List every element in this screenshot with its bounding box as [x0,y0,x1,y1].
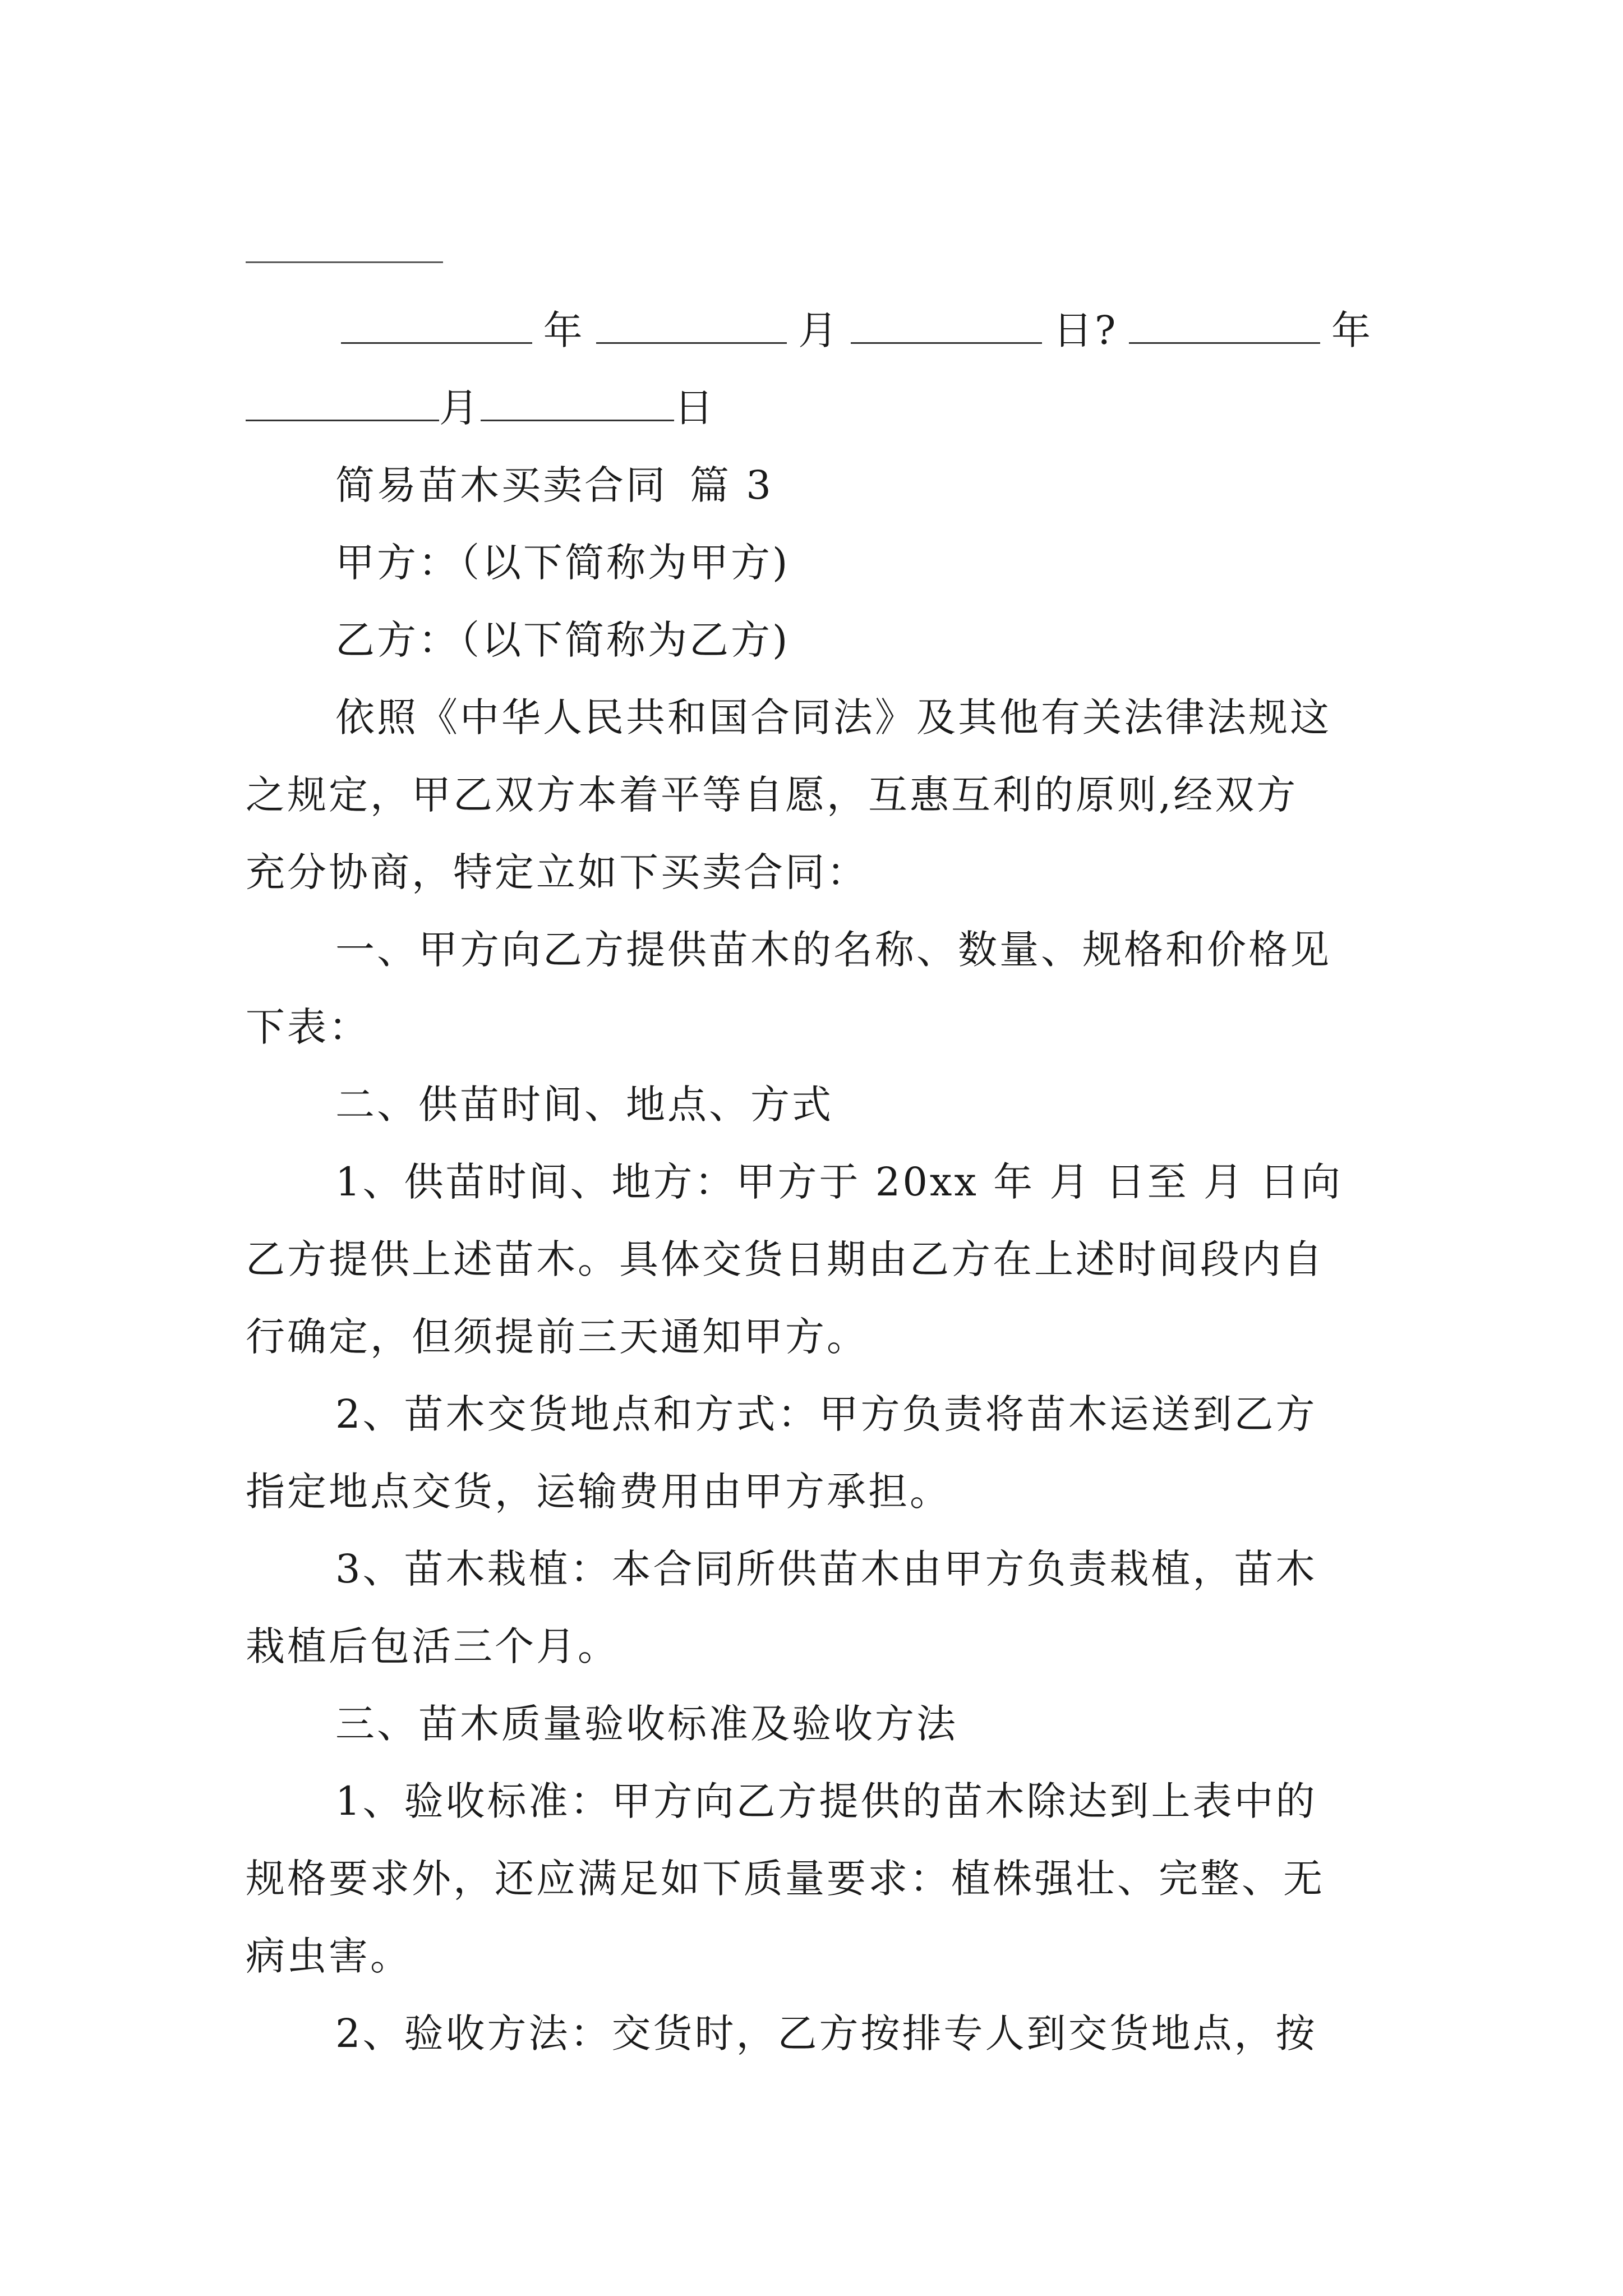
text-line: 指定地点交货，运输费用由甲方承担。 [246,1469,951,1515]
text-line: 病虫害。 [246,1933,412,1979]
contract-title-section: 篇 3 [690,462,773,508]
blank-field [851,307,1042,344]
contract-title-name: 简易苗木买卖合同 [335,462,667,508]
text-line: 三、苗木质量验收标准及验收方法 [335,1701,958,1747]
month-label: 月 [439,385,481,431]
text-line: 规格要求外，还应满足如下质量要求：植株强壮、完整、无 [246,1856,1325,1902]
text-line: 乙方提供上述苗木。具体交货日期由乙方在上述时间段内自 [246,1236,1325,1282]
text-line: 充分协商，特定立如下买卖合同： [246,849,868,895]
month-label: 月 [798,307,840,353]
contract-title [246,447,1384,524]
year-label: 年 [1331,307,1373,353]
party-a-line: 甲方：（以下简称为甲方) [335,540,790,586]
text-line: 一、甲方向乙方提供苗木的名称、数量、规格和价格见 [335,927,1331,973]
text-line: 3、苗木栽植：本合同所供苗木由甲方负责栽植，苗木 [335,1546,1317,1592]
text-line: 栽植后包活三个月。 [246,1623,619,1669]
blank-field [596,307,787,344]
document-body [246,292,1384,2072]
blank-field [246,385,439,421]
date-line-2 [246,369,1384,447]
text-line: 1、供苗时间、地方：甲方于 20xx 年 月 日至 月 日向 [335,1159,1343,1205]
day-label: 日? [1053,307,1118,353]
day-label: 日 [674,385,716,431]
text-line: 2、验收方法：交货时，乙方按排专人到交货地点，按 [335,2010,1317,2056]
text-line: 1、验收标准：甲方向乙方提供的苗木除达到上表中的 [335,1778,1317,1824]
text-line: 行确定，但须提前三天通知甲方。 [246,1314,868,1360]
blank-field [1129,307,1320,344]
contract-clauses [246,679,1384,2072]
date-line-1 [246,292,1384,369]
text-line: 2、苗木交货地点和方式：甲方负责将苗木运送到乙方 [335,1391,1317,1437]
signature-rule [246,261,443,263]
party-b-line: 乙方：（以下简称为乙方) [335,617,790,663]
blank-field [341,307,532,344]
text-line: 下表： [246,1004,370,1050]
text-line: 依照《中华人民共和国合同法》及其他有关法律法规这 [335,694,1331,740]
year-label: 年 [543,307,585,353]
text-line: 二、供苗时间、地点、方式 [335,1082,833,1128]
blank-field [481,385,674,421]
text-line: 之规定，甲乙双方本着平等自愿，互惠互利的原则,经双方 [246,772,1298,818]
